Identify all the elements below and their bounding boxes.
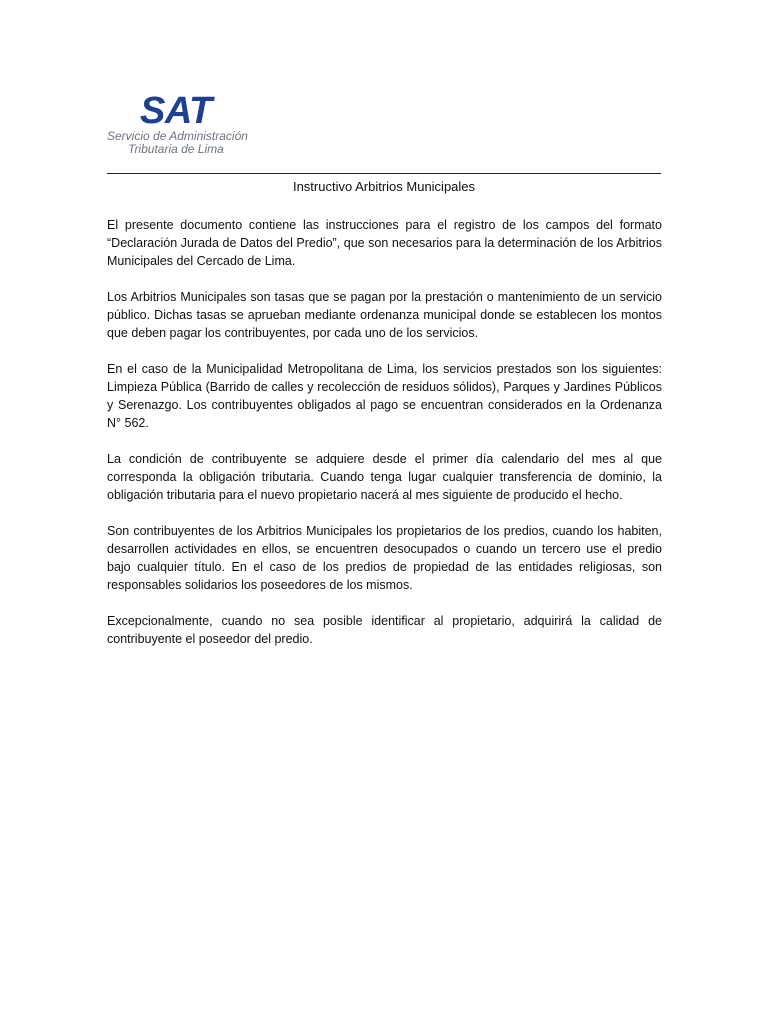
logo-subtitle-line-1: Servicio de Administración: [107, 129, 248, 143]
paragraph-definition: Los Arbitrios Municipales son tasas que se pagan por la prestación o mantenimiento de un servicio público. Dichas tasas se aprueban mediante ordenanza municipal donde se establecen los montos que deben pagar los contribuyentes, por cada uno de los servicios.: [107, 290, 662, 340]
document-body: [107, 216, 662, 666]
sat-logo: [107, 92, 267, 162]
paragraph-exception: Excepcionalmente, cuando no sea posible identificar al propietario, adquirirá la calidad de contribuyente el poseedor del predio.: [107, 614, 662, 646]
logo-subtitle-line-2: Tributaria de Lima: [128, 142, 224, 156]
paragraph-services: En el caso de la Municipalidad Metropolitana de Lima, los servicios prestados son los siguientes: Limpieza Pública (Barrido de calles y recolección de residuos sólidos), Parques y Jardines Públicos y Serenazgo. Los contribuyentes obligados al pago se encuentran considerados en la Ordenanza N° 562.: [107, 362, 662, 430]
paragraph-taxpayers: Son contribuyentes de los Arbitrios Municipales los propietarios de los predios, cuando los habiten, desarrollen actividades en ellos, se encuentren desocupados o cuando un tercero use el predio bajo cualquier título. En el caso de los predios de propiedad de las entidades religiosas, son responsables solidarios los poseedores de los mismos.: [107, 524, 662, 592]
header-divider: [107, 173, 661, 174]
logo-brand: SAT: [140, 90, 212, 132]
paragraph-intro: El presente documento contiene las instrucciones para el registro de los campos del formato “Declaración Jurada de Datos del Predio”, que son necesarios para la determinación de los Arbitrios Municipales del Cercado de Lima.: [107, 218, 662, 268]
document-title: Instructivo Arbitrios Municipales: [292, 179, 476, 194]
paragraph-taxpayer-condition: La condición de contribuyente se adquiere desde el primer día calendario del mes al que corresponda la obligación tributaria. Cuando tenga lugar cualquier transferencia de dominio, la obligación tributaria para el nuevo propietario nacerá al mes siguiente de producido el hecho.: [107, 452, 662, 502]
